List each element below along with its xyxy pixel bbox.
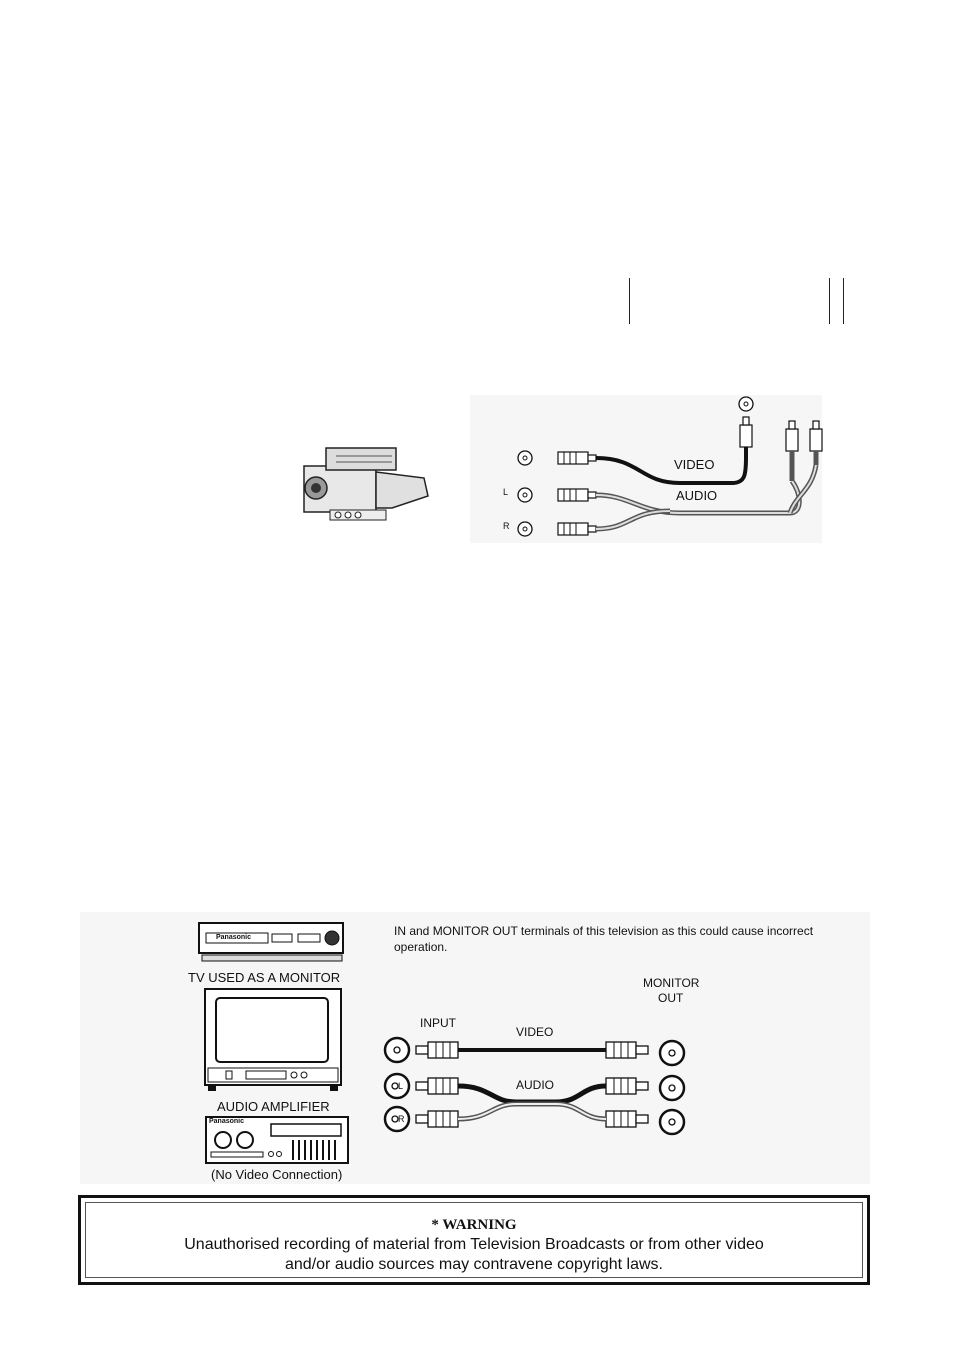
- jack-r-label: R: [398, 1114, 405, 1124]
- warning-line-2: and/or audio sources may contravene copyright laws.: [285, 1256, 663, 1273]
- monitor-out-label-line2: OUT: [658, 991, 684, 1005]
- margin-bar-3: [843, 278, 844, 324]
- camcorder-illustration: [296, 438, 436, 528]
- monitor-audio-label: AUDIO: [516, 1078, 555, 1092]
- monitor-video-label: VIDEO: [516, 1025, 554, 1039]
- tv-monitor-label: TV USED AS A MONITOR: [188, 970, 341, 985]
- video-in-jack: [739, 397, 753, 411]
- monitor-cable-diagram: [380, 1030, 700, 1140]
- margin-bar-1: [629, 278, 630, 324]
- top-video-label: VIDEO: [674, 457, 715, 472]
- vcr-brand-label: Panasonic: [216, 934, 252, 941]
- input-audio-l-jack: [385, 1074, 409, 1098]
- audio-r-out-jack: [518, 522, 532, 536]
- out-audio-r-jack: [660, 1110, 684, 1134]
- monitor-out-label-line1: MONITOR: [643, 976, 700, 990]
- tv-illustration: [204, 988, 344, 1094]
- camcorder-cable-diagram: [470, 395, 822, 543]
- audio-amplifier-label: AUDIO AMPLIFIER: [217, 1099, 330, 1114]
- top-audio-label: AUDIO: [676, 488, 718, 503]
- no-video-connection-label: (No Video Connection): [211, 1167, 343, 1182]
- input-video-jack: [385, 1038, 409, 1062]
- amplifier-brand-label: Panasonic: [209, 1118, 245, 1125]
- video-out-jack: [518, 451, 532, 465]
- warning-inner-border: [85, 1202, 863, 1278]
- input-label: INPUT: [420, 1016, 456, 1030]
- out-video-jack: [660, 1041, 684, 1065]
- top-left-channel-label: L: [503, 487, 509, 497]
- warning-title: * WARNING: [431, 1217, 517, 1233]
- monitor-note-text: IN and MONITOR OUT terminals of this television as this could cause incorrect operation.: [394, 924, 814, 954]
- out-audio-l-jack: [660, 1076, 684, 1100]
- vcr-illustration: [198, 922, 346, 964]
- jack-l-label: L: [398, 1081, 404, 1091]
- top-right-channel-label: R: [503, 521, 510, 531]
- audio-l-out-jack: [518, 488, 532, 502]
- warning-line-1: Unauthorised recording of material from Television Broadcasts or from other video: [184, 1236, 764, 1253]
- input-audio-r-jack: [385, 1107, 409, 1131]
- margin-bar-2: [829, 278, 830, 324]
- warning-box: [78, 1195, 870, 1285]
